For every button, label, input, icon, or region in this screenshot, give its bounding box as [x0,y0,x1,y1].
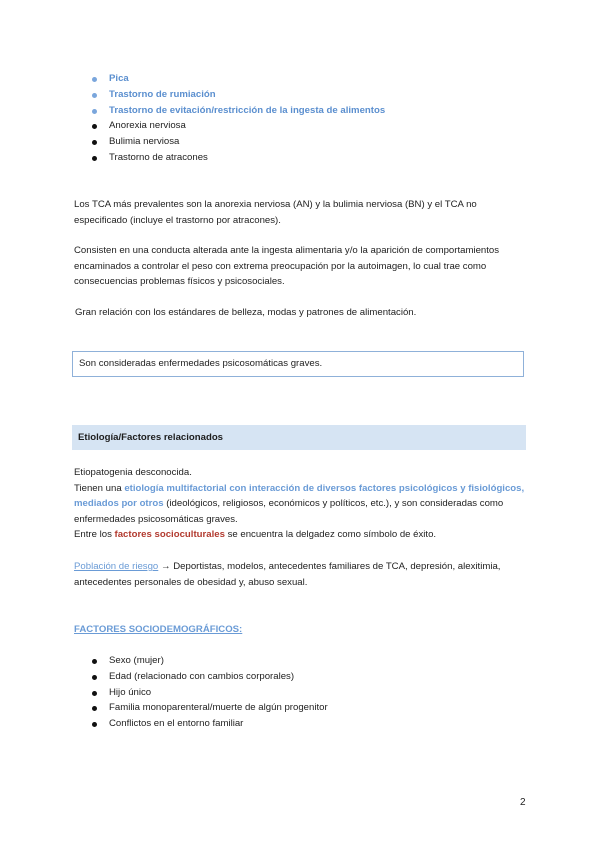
boxed-note: Son consideradas enfermedades psicosomáticas graves. [72,351,524,377]
factors-title: FACTORES SOCIODEMOGRÁFICOS: [74,624,243,635]
list-item: Sexo (mujer) [92,653,328,669]
bullet-icon [92,706,97,711]
bullet-icon [92,140,97,145]
bullet-icon [92,675,97,680]
list-item: Bulimia nerviosa [92,134,385,150]
page-number: 2 [520,797,526,808]
sociodemographic-list [92,653,328,732]
section-heading: Etiología/Factores relacionados [72,425,526,450]
bullet-icon [92,659,97,664]
risk-population-label: Población de riesgo [74,561,159,572]
bullet-icon [92,77,97,82]
prevalence-paragraph: Los TCA más prevalentes son la anorexia nerviosa (AN) y la bulimia nerviosa (BN) y el TCA no especificado (incluye el trastorno por atracones). [74,199,477,226]
list-item: Familia monoparenteral/muerte de algún progenitor [92,700,328,716]
bullet-icon [92,124,97,129]
list-item: Edad (relacionado con cambios corporales) [92,669,328,685]
bullet-icon [92,109,97,114]
beauty-standards-paragraph: Gran relación con los estándares de belleza, modas y patrones de alimentación. [75,307,417,318]
definition-paragraph: Consisten en una conducta alterada ante la ingesta alimentaria y/o la aparición de comportamientos encaminados a controlar el peso con extrema preocupación por la autoimagen, lo cual trae como consecuencias problemas físicos y psicosociales. [74,245,500,288]
list-item: Anorexia nerviosa [92,118,385,134]
risk-population-paragraph: Población de riesgo → Deportistas, modelos, antecedentes familiares de TCA, depresión, alexitimia, antecedentes personales de obesidad y, abuso sexual. [74,561,501,588]
list-item: Trastorno de atracones [92,150,385,166]
list-item: Pica [92,71,385,87]
highlight-text-red: factores socioculturales [114,529,225,541]
bullet-icon [92,156,97,161]
list-item: Hijo único [92,685,328,701]
list-item: Trastorno de rumiación [92,87,385,103]
bullet-icon [92,691,97,696]
list-item: Trastorno de evitación/restricción de la ingesta de alimentos [92,103,385,119]
etiology-paragraph: Etiopatogenia desconocida. Tienen una etiología multifactorial con interacción de diversos factores psicológicos y fisiológicos, mediados por otros (ideológicos, religiosos, económicos y políticos, etc.), y son consideradas como enfermedades psicosomáticas graves. Entre los factores socioculturales se encuentra la delgadez como símbolo de éxito. [74,467,525,541]
bullet-icon [92,722,97,727]
list-item: Conflictos en el entorno familiar [92,716,328,732]
bullet-icon [92,93,97,98]
highlight-text: mediados por otros [74,498,164,510]
disorder-list [92,71,385,166]
highlight-text: etiología multifactorial con interacción de diversos factores psicológicos y fisiológicos, [124,482,525,494]
